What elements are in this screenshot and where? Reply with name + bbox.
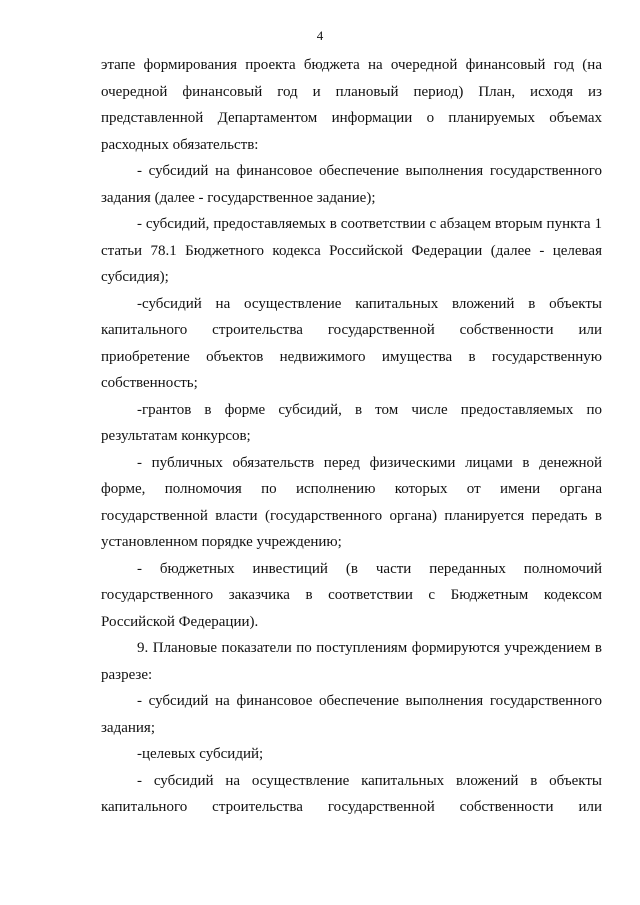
list-item-budget-investments: - бюджетных инвестиций (в части переданных полномочий государственного заказчика в соответствии с Бюджетным кодексом Российской Федерации). [101,560,602,630]
list-item-subsidy-state-task-2: - субсидий на финансовое обеспечение выполнения государственного задания; [101,693,602,736]
list-item-target-subsidy: - субсидий, предоставляемых в соответствии с абзацем вторым пункта 1 статьи 78.1 Бюджетного кодекса Российской Федерации (далее - целевая субсидия); [101,216,602,285]
list-item-capital-investment-subsidy: -субсидий на осуществление капитальных вложений в объекты капитального строительства государственной собственности или приобретение объектов недвижимого имущества в государственную собственность; [101,295,602,391]
list-item-capital-investment-subsidy-2: - субсидий на осуществление капитальных вложений в объекты капитального строительства государственной собственности или [101,772,602,815]
clause-9-paragraph: 9. Плановые показатели по поступлениям формируются учреждением в разрезе: [101,640,602,683]
list-item-subsidy-state-task: - субсидий на финансовое обеспечение выполнения государственного задания (далее - государственное задание); [101,163,602,206]
list-item-target-subsidies: -целевых субсидий; [137,746,264,762]
list-item-grants: -грантов в форме субсидий, в том числе предоставляемых по результатам конкурсов; [101,401,602,444]
document-body [101,52,602,821]
paragraph-continuation: этапе формирования проекта бюджета на очередной финансовый год (на очередной финансовый год и плановый период) План, исходя из представленной Департаментом информации о планируемых объемах расходных обязательств: [101,57,602,153]
list-item-public-obligations: - публичных обязательств перед физическими лицами в денежной форме, полномочия по исполнению которых от имени органа государственной власти (государственного органа) планируется передать в установленном порядке учреждению; [101,454,602,550]
page-number: 4 [316,28,324,43]
